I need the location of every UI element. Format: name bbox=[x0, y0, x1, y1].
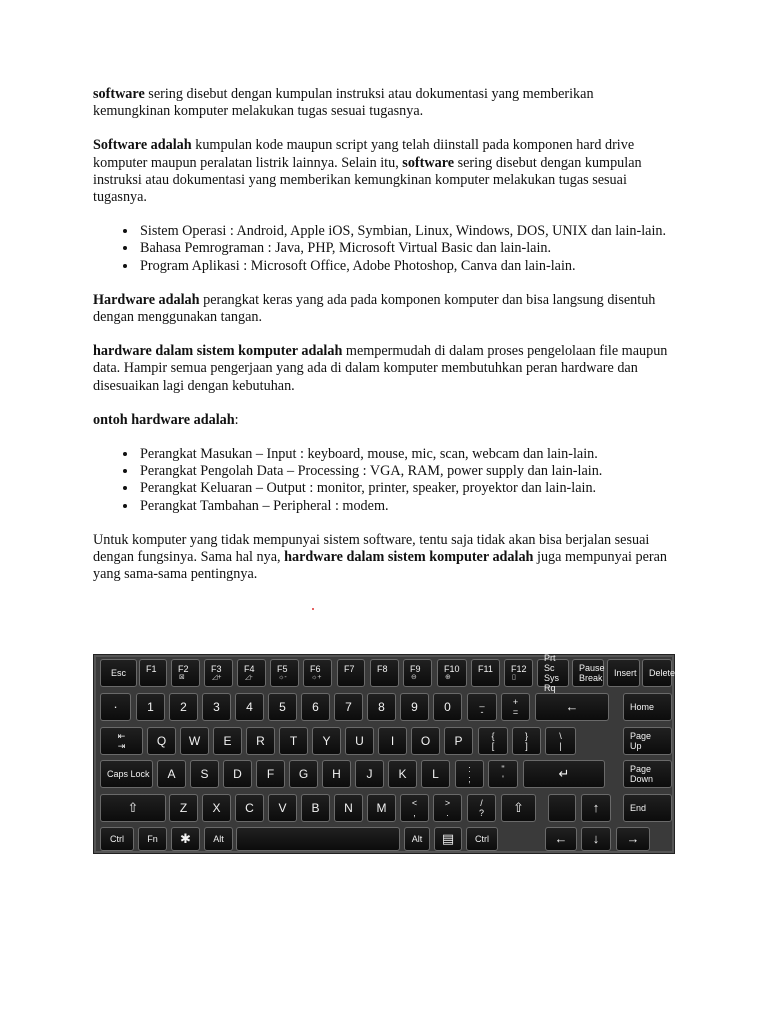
key-1-2: 2 bbox=[169, 693, 198, 721]
key-5-0: Ctrl bbox=[100, 827, 134, 851]
paragraph-hardware-definition bbox=[93, 292, 673, 326]
key-5-3: Alt bbox=[204, 827, 233, 851]
key-2-14: Page Up bbox=[623, 727, 672, 755]
key-4-7: M bbox=[367, 794, 396, 822]
key-2-8: I bbox=[378, 727, 407, 755]
bold-term: Software adalah bbox=[93, 137, 192, 154]
key-1-11: _ - bbox=[467, 693, 497, 721]
key-3-6: H bbox=[322, 760, 351, 788]
key-1-10: 0 bbox=[433, 693, 462, 721]
key-5-7: Ctrl bbox=[466, 827, 498, 851]
key-1-7: 7 bbox=[334, 693, 363, 721]
key-label: F5 bbox=[277, 664, 288, 674]
key-2-5: T bbox=[279, 727, 308, 755]
key-2-0: ⇤ ⇥ bbox=[100, 727, 143, 755]
key-0-3 bbox=[204, 659, 233, 687]
paragraph-text: mempermudah di dalam proses pengelolaan file maupun data. Hampir semua pengerjaan yang ada di dalam komputer membutuhkan peran hardware dan disesuaikan lagi dengan kebutuhan. bbox=[93, 343, 668, 394]
key-3-2: S bbox=[190, 760, 219, 788]
key-label: F4 bbox=[244, 664, 255, 674]
red-dot-mark bbox=[312, 608, 314, 610]
key-1-12: + = bbox=[501, 693, 530, 721]
key-label: F2 bbox=[178, 664, 189, 674]
key-label: F9 bbox=[410, 664, 421, 674]
key-sublabel-icon: ◿+ bbox=[212, 674, 222, 681]
key-2-4: R bbox=[246, 727, 275, 755]
key-2-3: E bbox=[213, 727, 242, 755]
bold-term: Hardware adalah bbox=[93, 291, 200, 308]
software-examples-list bbox=[93, 223, 673, 275]
key-4-13: ↑ bbox=[581, 794, 611, 822]
key-2-12: } ] bbox=[512, 727, 541, 755]
key-1-0: · bbox=[100, 693, 131, 721]
key-sublabel-icon: ☼- bbox=[278, 674, 287, 681]
list-item: • Perangkat Tambahan – Peripheral : modem. bbox=[138, 498, 673, 515]
key-2-2: W bbox=[180, 727, 209, 755]
bold-term: ontoh hardware adalah bbox=[93, 411, 235, 428]
bold-term: software bbox=[402, 154, 455, 171]
paragraph-text: Untuk komputer yang tidak mempunyai sistem software, tentu saja tidak akan bisa berjalan sesuai dengan fungsinya. Sama hal nya, bbox=[93, 531, 650, 566]
key-label: F11 bbox=[478, 664, 493, 674]
paragraph-software-definition bbox=[93, 137, 673, 206]
key-label: F12 bbox=[511, 664, 527, 674]
key-2-1: Q bbox=[147, 727, 176, 755]
key-sublabel-icon: ⊠ bbox=[179, 674, 185, 681]
key-4-5: B bbox=[301, 794, 330, 822]
key-0-8 bbox=[370, 659, 399, 687]
key-sublabel-icon: ◿- bbox=[245, 674, 253, 681]
key-label: F1 bbox=[146, 664, 157, 674]
key-label: F3 bbox=[211, 664, 222, 674]
key-4-4: V bbox=[268, 794, 297, 822]
key-3-4: F bbox=[256, 760, 285, 788]
key-0-13: Prt Sc Sys Rq bbox=[537, 659, 569, 687]
key-3-3: D bbox=[223, 760, 252, 788]
key-0-0: Esc bbox=[100, 659, 137, 687]
key-5-6: ▤ bbox=[434, 827, 462, 851]
keyboard-image bbox=[93, 654, 675, 854]
key-4-12 bbox=[548, 794, 576, 822]
key-2-11: { [ bbox=[478, 727, 508, 755]
key-1-13: ← bbox=[535, 693, 609, 721]
key-4-0: ⇧ bbox=[100, 794, 166, 822]
key-5-1: Fn bbox=[138, 827, 167, 851]
key-3-10: : ; bbox=[455, 760, 484, 788]
key-5-9: ↓ bbox=[581, 827, 611, 851]
key-sublabel-icon: ⊖ bbox=[411, 674, 417, 681]
key-5-2: ✱ bbox=[171, 827, 200, 851]
key-0-7 bbox=[337, 659, 365, 687]
list-item: • Bahasa Pemrograman : Java, PHP, Microsoft Virtual Basic dan lain-lain. bbox=[138, 240, 673, 257]
key-2-10: P bbox=[444, 727, 473, 755]
paragraph-hardware-examples-heading bbox=[93, 412, 673, 429]
key-0-2 bbox=[171, 659, 200, 687]
key-0-11 bbox=[471, 659, 500, 687]
paragraph-text: kumpulan kode maupun script yang telah diinstall pada komponen hard drive komputer maupun peralatan listrik lainnya. Selain itu, bbox=[93, 137, 635, 171]
paragraph-text: sering disebut dengan kumpulan instruksi atau dokumentasi yang memberikan kemungkinan komputer melakukan tugas sesuai tugasnya. bbox=[93, 154, 642, 206]
paragraph-text: sering disebut dengan kumpulan instruksi atau dokumentasi yang memberikan kemungkinan komputer melakukan tugas sesuai tugasnya. bbox=[93, 86, 594, 120]
key-3-9: L bbox=[421, 760, 450, 788]
key-2-13: \ | bbox=[545, 727, 576, 755]
key-2-6: Y bbox=[312, 727, 341, 755]
key-5-10: → bbox=[616, 827, 650, 851]
key-0-1 bbox=[139, 659, 167, 687]
key-1-9: 9 bbox=[400, 693, 429, 721]
key-1-8: 8 bbox=[367, 693, 396, 721]
key-3-5: G bbox=[289, 760, 318, 788]
key-3-0: Caps Lock bbox=[100, 760, 153, 788]
key-0-10 bbox=[437, 659, 467, 687]
key-1-4: 4 bbox=[235, 693, 264, 721]
key-0-12 bbox=[504, 659, 533, 687]
bold-term: hardware dalam sistem komputer adalah bbox=[284, 549, 534, 566]
key-0-5 bbox=[270, 659, 299, 687]
paragraph-software-intro bbox=[93, 86, 673, 120]
key-4-6: N bbox=[334, 794, 363, 822]
key-2-7: U bbox=[345, 727, 374, 755]
paragraph-text: juga mempunyai peran yang sama-sama pentingnya. bbox=[93, 549, 668, 583]
list-item: • Perangkat Pengolah Data – Processing : VGA, RAM, power supply dan lain-lain. bbox=[138, 463, 673, 480]
document-body bbox=[93, 86, 673, 600]
key-1-5: 5 bbox=[268, 693, 297, 721]
key-5-5: Alt bbox=[404, 827, 430, 851]
key-3-12: ↵ bbox=[523, 760, 605, 788]
key-0-16: Delete bbox=[642, 659, 672, 687]
bold-term: software bbox=[93, 86, 145, 102]
list-item: • Perangkat Masukan – Input : keyboard, mouse, mic, scan, webcam dan lain-lain. bbox=[138, 446, 673, 463]
key-3-13: Page Down bbox=[623, 760, 672, 788]
key-label: F8 bbox=[377, 664, 388, 674]
key-4-14: End bbox=[623, 794, 672, 822]
bold-term: hardware dalam sistem komputer adalah bbox=[93, 343, 343, 360]
list-item: • Perangkat Keluaran – Output : monitor, printer, speaker, proyektor dan lain-lain. bbox=[138, 480, 673, 497]
key-5-4 bbox=[236, 827, 400, 851]
paragraph-text: perangkat keras yang ada pada komponen komputer dan bisa langsung disentuh dengan menggunakan tangan. bbox=[93, 291, 656, 326]
list-item: • Sistem Operasi : Android, Apple iOS, Symbian, Linux, Windows, DOS, UNIX dan lain-lain. bbox=[138, 223, 673, 240]
key-4-1: Z bbox=[169, 794, 198, 822]
key-sublabel-icon: ▯ bbox=[512, 674, 516, 681]
key-3-8: K bbox=[388, 760, 417, 788]
key-0-9 bbox=[403, 659, 432, 687]
key-label: F10 bbox=[444, 664, 460, 674]
key-1-6: 6 bbox=[301, 693, 330, 721]
key-2-9: O bbox=[411, 727, 440, 755]
key-4-11: ⇧ bbox=[501, 794, 536, 822]
key-4-8: < , bbox=[400, 794, 429, 822]
key-label: F7 bbox=[344, 664, 355, 674]
key-4-3: C bbox=[235, 794, 264, 822]
key-sublabel-icon: ⊕ bbox=[445, 674, 451, 681]
paragraph-conclusion bbox=[93, 532, 673, 584]
key-0-14: Pause Break bbox=[572, 659, 604, 687]
key-4-2: X bbox=[202, 794, 231, 822]
key-4-10: / ? bbox=[467, 794, 496, 822]
key-5-8: ← bbox=[545, 827, 577, 851]
key-0-4 bbox=[237, 659, 266, 687]
key-3-7: J bbox=[355, 760, 384, 788]
key-3-11: " ' bbox=[488, 760, 518, 788]
key-0-6 bbox=[303, 659, 332, 687]
key-label: F6 bbox=[310, 664, 321, 674]
key-0-15: Insert bbox=[607, 659, 640, 687]
paragraph-hardware-system bbox=[93, 343, 673, 395]
key-3-1: A bbox=[157, 760, 186, 788]
paragraph-text: : bbox=[234, 411, 239, 428]
key-sublabel-icon: ☼+ bbox=[311, 674, 322, 681]
hardware-examples-list bbox=[93, 446, 673, 515]
key-4-9: > . bbox=[433, 794, 462, 822]
key-1-14: Home bbox=[623, 693, 672, 721]
list-item: • Program Aplikasi : Microsoft Office, Adobe Photoshop, Canva dan lain-lain. bbox=[138, 258, 673, 275]
key-1-1: 1 bbox=[136, 693, 165, 721]
key-1-3: 3 bbox=[202, 693, 231, 721]
